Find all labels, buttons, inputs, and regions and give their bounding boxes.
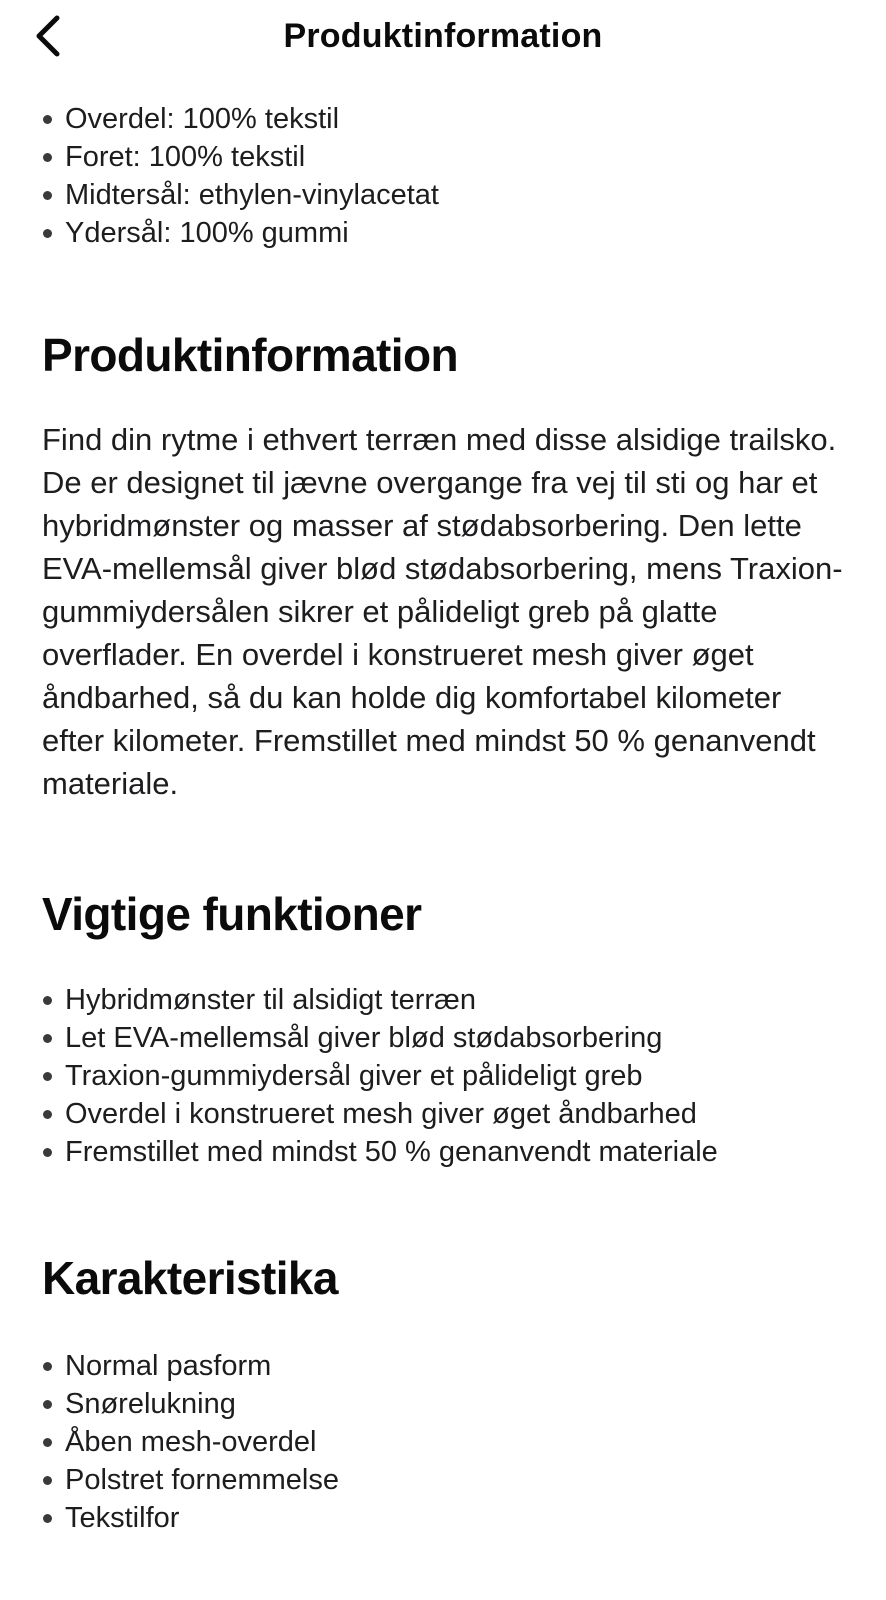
characteristics-list	[42, 1347, 844, 1537]
back-button[interactable]	[22, 10, 74, 62]
list-item: Normal pasform	[42, 1347, 844, 1385]
chevron-left-icon	[33, 14, 63, 58]
list-item: Let EVA-mellemsål giver blød stødabsorbering	[42, 1019, 844, 1057]
list-item: Tekstilfor	[42, 1499, 844, 1537]
list-item: Overdel i konstrueret mesh giver øget åndbarhed	[42, 1095, 844, 1133]
list-item: Midtersål: ethylen-vinylacetat	[42, 176, 844, 214]
section-heading: Vigtige funktioner	[42, 888, 422, 940]
section-product-information	[42, 328, 844, 805]
content	[0, 100, 886, 1597]
page-title: Produktinformation	[283, 16, 603, 55]
list-item: Fremstillet med mindst 50 % genanvendt materiale	[42, 1133, 844, 1171]
list-item: Ydersål: 100% gummi	[42, 214, 844, 252]
list-item: Foret: 100% tekstil	[42, 138, 844, 176]
header	[0, 0, 886, 66]
list-item: Traxion-gummiydersål giver et pålideligt greb	[42, 1057, 844, 1095]
list-item: Åben mesh-overdel	[42, 1423, 844, 1461]
list-item: Polstret fornemmelse	[42, 1461, 844, 1499]
list-item: Hybridmønster til alsidigt terræn	[42, 981, 844, 1019]
product-description: Find din rytme i ethvert terræn med disse alsidige trailsko. De er designet til jævne overgange fra vej til sti og har et hybridmønster og masser af stødabsorbering. Den lette EVA-mellemsål giver blød stødabsorbering, mens Traxion-gummiydersålen sikrer et pålideligt greb på glatte overflader. En overdel i konstrueret mesh giver øget åndbarhed, så du kan holde dig komfortabel kilometer efter kilometer. Fremstillet med mindst 50 % genanvendt materiale.	[42, 422, 843, 801]
section-heading: Karakteristika	[42, 1252, 338, 1304]
materials-list	[42, 100, 844, 252]
list-item: Overdel: 100% tekstil	[42, 100, 844, 138]
section-key-features	[42, 887, 844, 1171]
section-characteristics	[42, 1251, 844, 1537]
key-features-list	[42, 981, 844, 1171]
section-heading: Produktinformation	[42, 329, 458, 381]
list-item: Snørelukning	[42, 1385, 844, 1423]
